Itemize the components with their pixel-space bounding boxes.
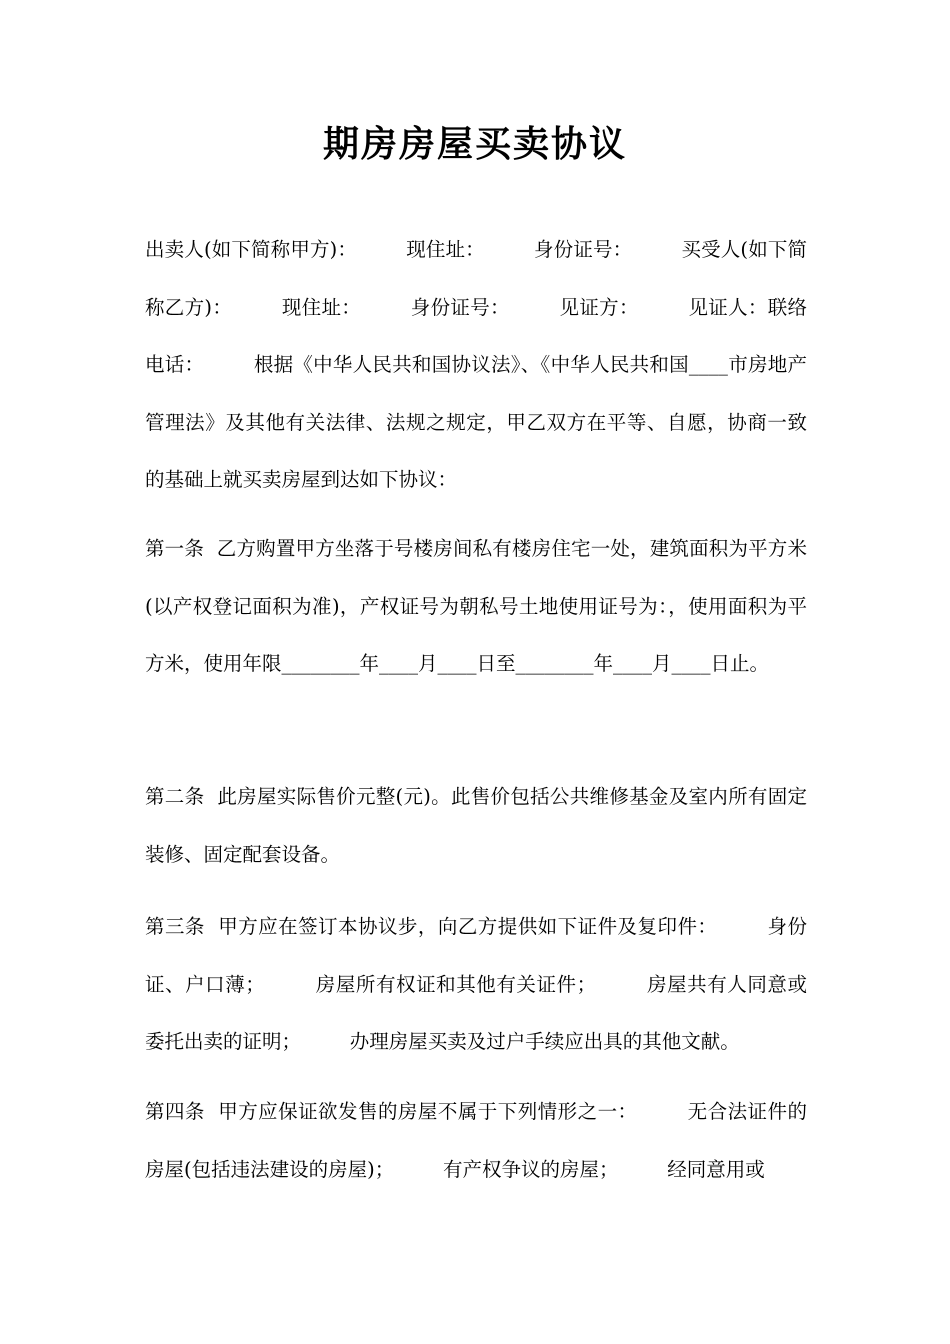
paragraph-article-2: 第二条 此房屋实际售价元整(元)。此售价包括公共维修基金及室内所有固定装修、固定配套设备。: [145, 785, 807, 866]
document-title: 期房房屋买卖协议: [322, 124, 627, 165]
paragraph-preamble: 出卖人(如下简称甲方)： 现住址： 身份证号： 买受人(如下简称乙方)： 现住址： 身份证号： 见证方： 见证人：联络电话： 根据《中华人民共和国协议法》、《中华人民共和国____市房地产管理法》及其他有关法律、法规之规定，甲乙双方在平等、自愿，协商一致的基础上就买卖房屋到达如下协议：: [145, 238, 807, 491]
paragraph-article-4: 第四条 甲方应保证欲发售的房屋不属于下列情形之一： 无合法证件的房屋(包括违法建设的房屋)； 有产权争议的房屋； 经同意用或: [145, 1100, 807, 1181]
paragraph-article-3: 第三条 甲方应在签订本协议步，向乙方提供如下证件及复印件： 身份证、户口薄； 房屋所有权证和其他有关证件； 房屋共有人同意或委托出卖的证明； 办理房屋买卖及过户手续应出具的其他文献。: [145, 915, 807, 1053]
paragraph-article-1: 第一条 乙方购置甲方坐落于号楼房间私有楼房住宅一处，建筑面积为平方米(以产权登记面积为准)，产权证号为朝私号土地使用证号为：，使用面积为平方米，使用年限________年____月____日至________年____月____日止。: [145, 537, 807, 675]
